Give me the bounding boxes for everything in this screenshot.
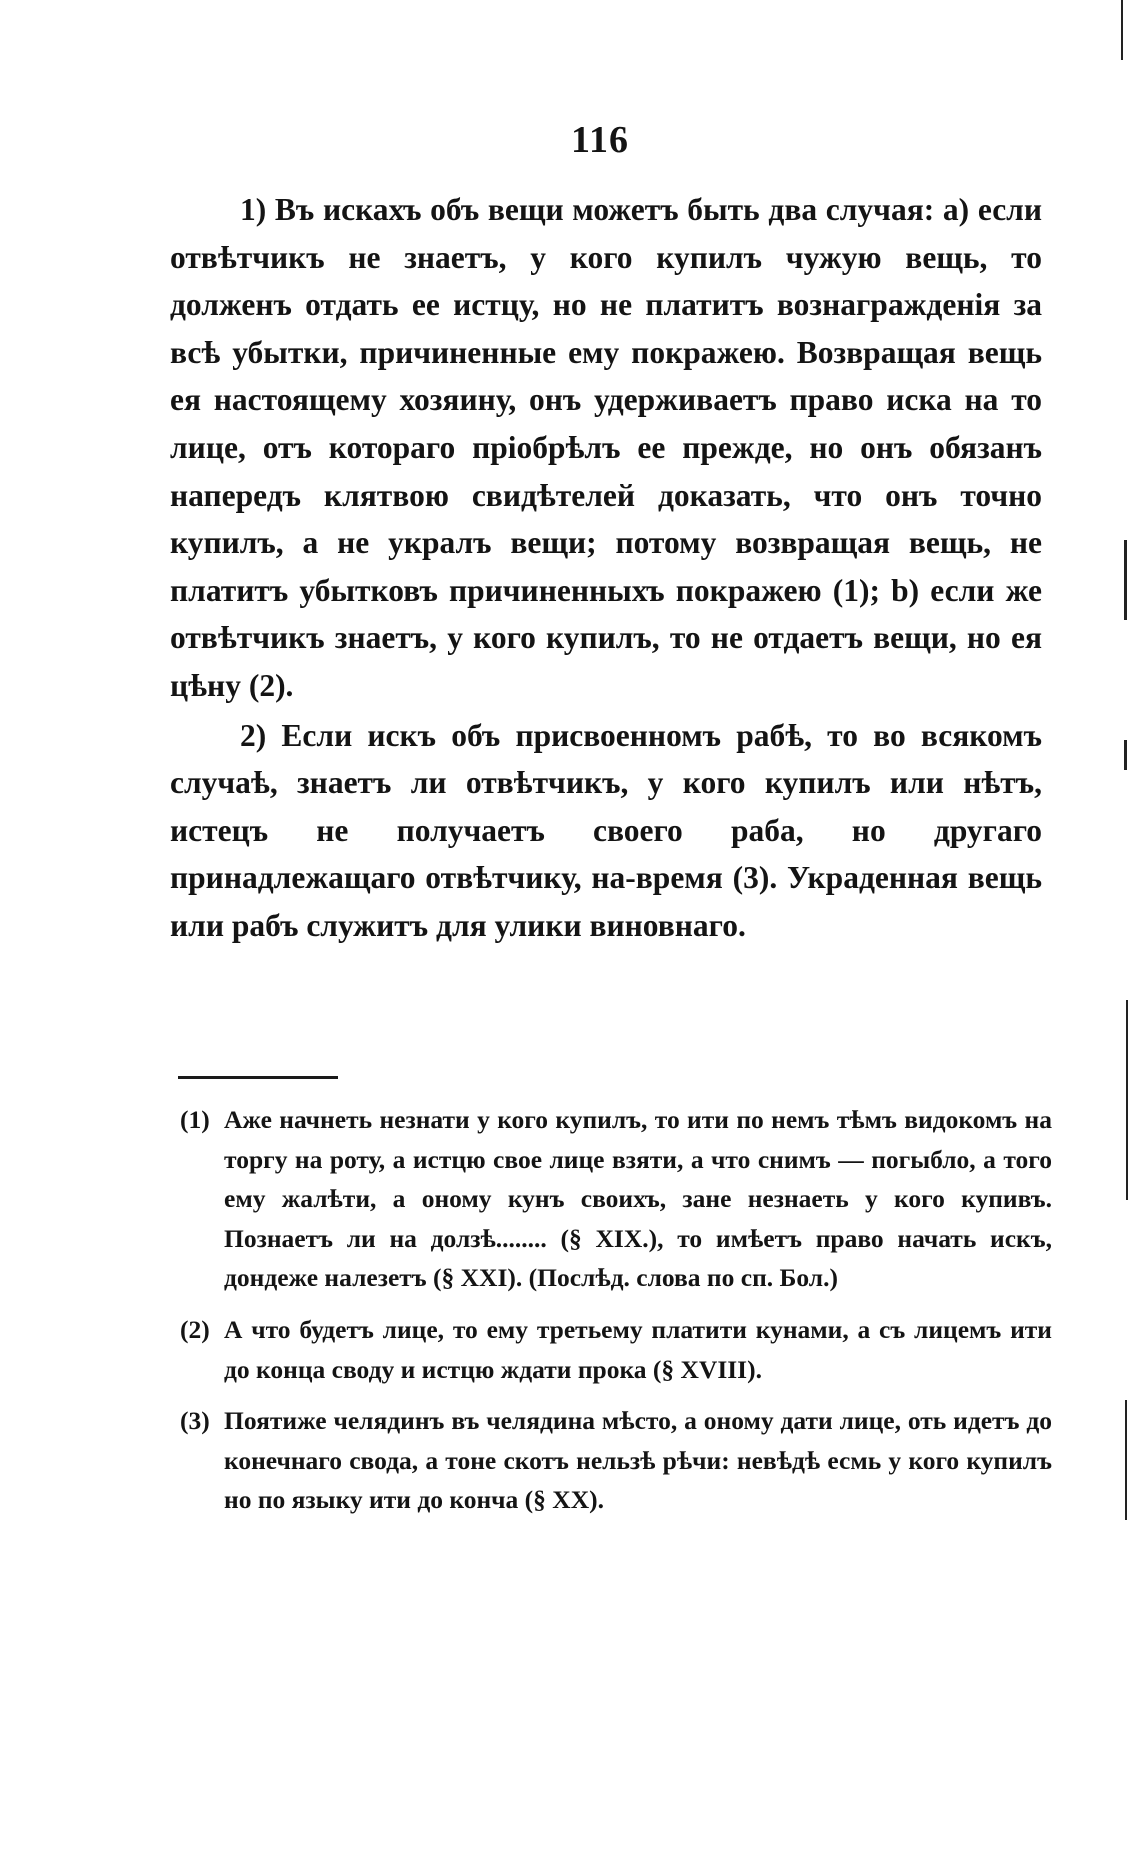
footnote-mark-1: (1) <box>180 1105 210 1134</box>
scan-edge-mark <box>1125 1400 1127 1520</box>
footnote-text-2: А что будетъ лице, то ему третьему платити кунами, а съ лицемъ ити до конца своду и истцю ждати прока (§ XVIII). <box>224 1314 1052 1384</box>
footnote-mark-2: (2) <box>180 1314 210 1344</box>
scan-edge-mark <box>1126 1000 1128 1200</box>
footnote-mark-3: (3) <box>180 1406 210 1436</box>
scan-edge-mark <box>1124 540 1127 620</box>
footnote-3 <box>180 1401 1052 1520</box>
page-number: 116 <box>571 119 629 161</box>
paragraph-1: 1) Въ искахъ объ вещи можетъ быть два случая: а) если отвѣтчикъ не знаетъ, у кого купилъ чужую вещь, то долженъ отдать ее истцу, но не платитъ вознагражденія за всѣ убытки, причиненные ему покражею. Возвращая вещь ея настоящему хозяину, онъ удерживаетъ право иска на то лице, отъ котораго пріобрѣлъ ее прежде, но онъ обязанъ напередъ клятвою свидѣтелей доказать, что онъ точно купилъ, а не укралъ вещи; потому возвращая вещь, не платитъ убытковъ причиненныхъ покражею (1); b) если же отвѣтчикъ знаетъ, у кого купилъ, то не отдаетъ вещи, но ея цѣну (2). <box>170 192 1042 703</box>
footnote-text-1: Аже начнеть незнати у кого купилъ, то ити по немъ тѣмъ видокомъ на торгу на роту, а истцю свое лице взяти, а что снимъ — погыбло, а того ему жалѣти, а оному кунъ своихъ, зане незнаеть у кого купивъ. Познаетъ ли на долзѣ........ (§ XIX.), то имѣетъ право начать искъ, дондеже налезетъ (§ XXI). (Послѣд. слова по сп. Бол.) <box>224 1105 1052 1293</box>
footnote-2 <box>180 1310 1052 1389</box>
footnote-1 <box>180 1100 1052 1298</box>
footnotes <box>180 1100 1052 1532</box>
scan-edge-mark <box>1124 740 1127 770</box>
footnote-separator <box>178 1076 338 1079</box>
main-text <box>170 186 1042 950</box>
scan-edge-mark <box>1121 0 1123 60</box>
paragraph-2: 2) Если искъ объ присвоенномъ рабѣ, то во всякомъ случаѣ, знаетъ ли отвѣтчикъ, у кого купилъ или нѣтъ, истецъ не получаетъ своего раба, но другаго принадлежащаго отвѣтчику, на-время (3). Украденная вещь или рабъ служитъ для улики виновнаго. <box>170 717 1042 943</box>
footnote-text-3: Поятиже челядинъ въ челядина мѣсто, а оному дати лице, оть идетъ до конечнаго свода, а тоне скотъ нельзѣ рѣчи: невѣдѣ есмь у кого купилъ но по языку ити до конча (§ XX). <box>224 1406 1052 1515</box>
